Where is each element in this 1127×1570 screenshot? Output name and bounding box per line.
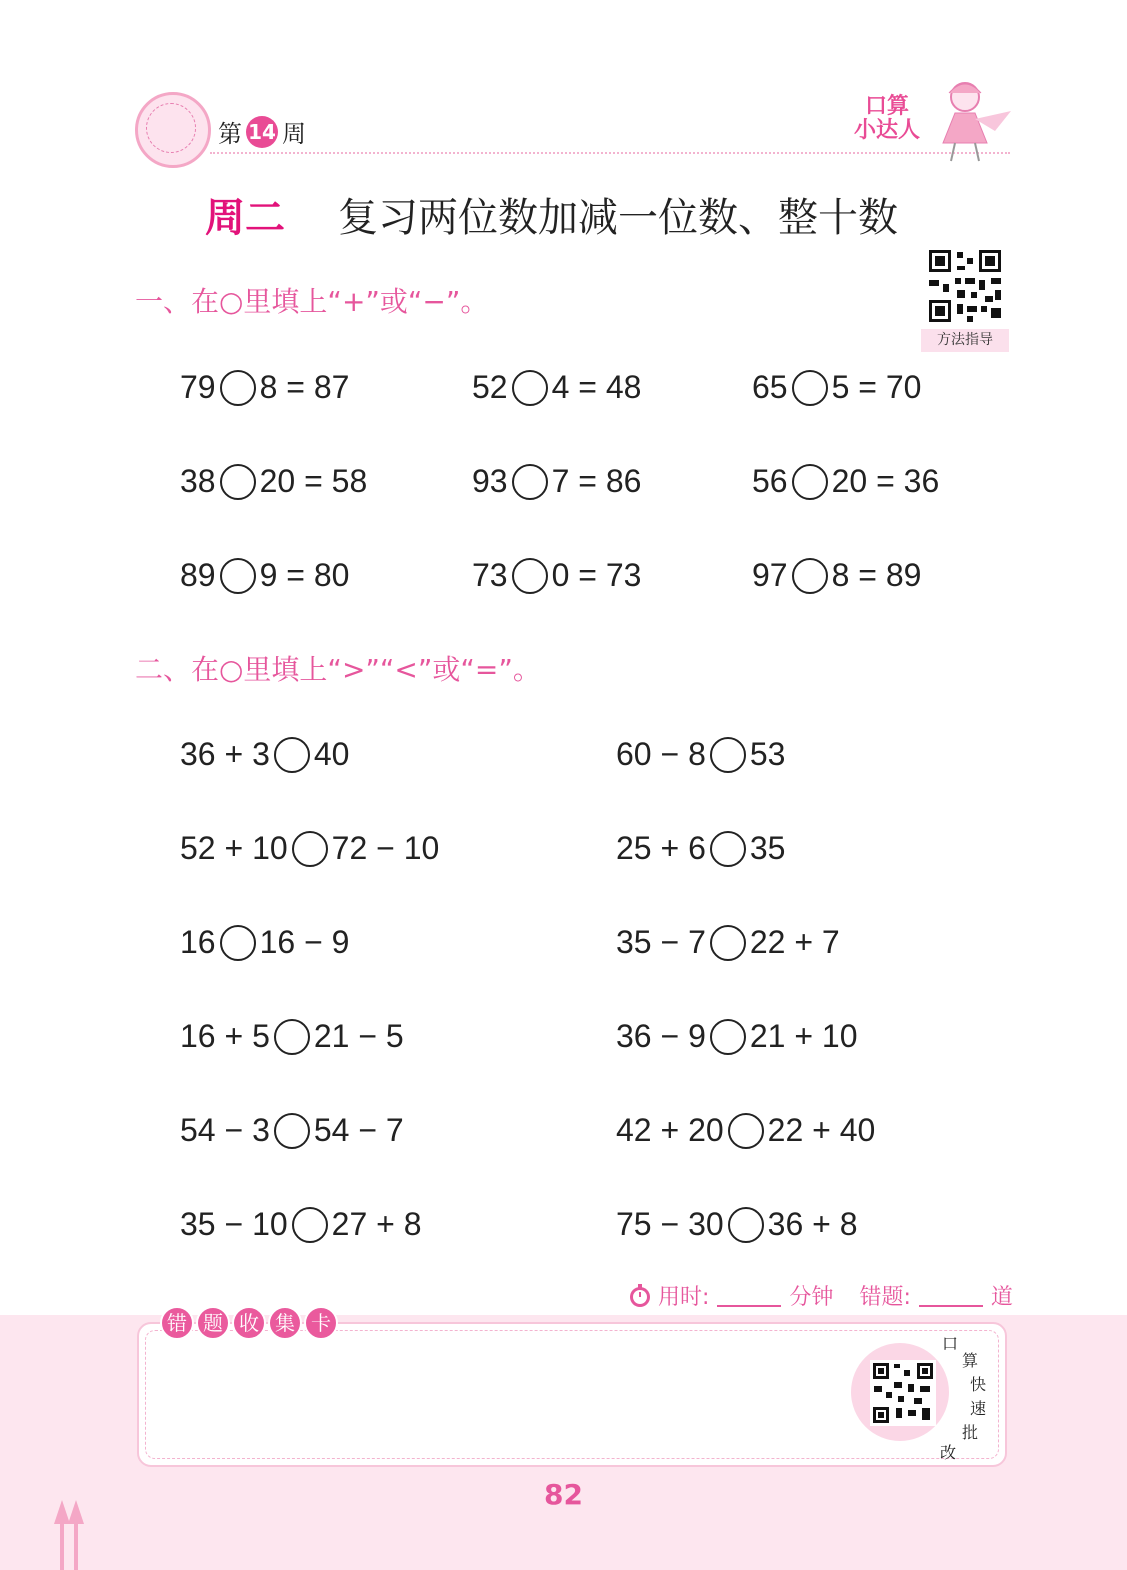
problem-right-expression: 9 = 80 [259,557,350,593]
problem-right-expression: 36 + 8 [767,1206,858,1242]
answer-circle[interactable] [274,1019,310,1055]
lesson-title: 复习两位数加减一位数、整十数 [338,195,898,241]
math-problem [472,369,641,406]
problem-left-expression: 52 + 10 [180,830,288,866]
qr-caption-char: 算 [962,1351,979,1370]
answer-circle[interactable] [728,1113,764,1149]
problem-right-expression: 21 + 10 [749,1018,858,1054]
qr-method-guide-label: 方法指导 [921,329,1009,352]
problem-left-expression: 60 − 8 [616,736,706,772]
problem-left-expression: 97 [752,557,788,593]
problem-left-expression: 75 − 30 [616,1206,724,1242]
week-indicator [218,114,306,149]
qr-caption-char: 改 [940,1443,957,1462]
answer-circle[interactable] [220,925,256,961]
stopwatch-icon [628,1284,652,1308]
problem-right-expression: 8 = 89 [831,557,922,593]
answer-circle[interactable] [512,558,548,594]
math-problem [616,1206,858,1243]
problem-right-expression: 54 − 7 [313,1112,404,1148]
error-label: 错题: [859,1285,911,1310]
time-error-record [628,1280,1013,1311]
problem-right-expression: 53 [749,736,786,772]
section-1-instruction: 一、在○里填上“+”或“−”。 [135,285,489,318]
problem-right-expression: 4 = 48 [551,369,642,405]
time-blank[interactable] [717,1285,781,1307]
qr-caption-char: 口 [942,1334,959,1353]
problem-left-expression: 25 + 6 [616,830,706,866]
math-problem [616,736,785,773]
problem-left-expression: 79 [180,369,216,405]
math-problem [472,557,641,594]
error-blank[interactable] [919,1285,983,1307]
math-problem [180,830,439,867]
day-title: 周二 [205,195,285,241]
card-label-char: 错 [160,1306,194,1340]
qr-caption-char: 批 [962,1423,979,1442]
problem-right-expression: 21 − 5 [313,1018,404,1054]
problem-right-expression: 5 = 70 [831,369,922,405]
math-problem [616,1018,858,1055]
math-problem [180,1206,422,1243]
answer-circle[interactable] [710,1019,746,1055]
answer-circle[interactable] [274,1113,310,1149]
wrong-answer-card-label [160,1306,338,1338]
publisher-seal-logo [135,92,211,168]
answer-circle[interactable] [274,737,310,773]
section-2-instruction: 二、在○里填上“>”“<”或“=”。 [135,653,541,686]
answer-circle[interactable] [792,558,828,594]
problem-right-expression: 35 [749,830,786,866]
math-problem [180,736,349,773]
time-label: 用时: [658,1285,710,1310]
problem-left-expression: 65 [752,369,788,405]
problem-left-expression: 54 − 3 [180,1112,270,1148]
problem-left-expression: 42 + 20 [616,1112,724,1148]
math-problem [752,463,939,500]
math-problem [180,1018,404,1055]
answer-circle[interactable] [792,464,828,500]
problem-right-expression: 20 = 36 [831,463,940,499]
problem-left-expression: 16 + 5 [180,1018,270,1054]
answer-circle[interactable] [792,370,828,406]
answer-circle[interactable] [292,1207,328,1243]
problem-right-expression: 0 = 73 [551,557,642,593]
problem-left-expression: 38 [180,463,216,499]
card-label-char: 卡 [304,1306,338,1340]
problem-left-expression: 56 [752,463,788,499]
brand-logo [852,95,922,145]
math-problem [180,369,349,406]
answer-circle[interactable] [220,464,256,500]
page-number: 82 [544,1478,583,1511]
answer-circle[interactable] [710,737,746,773]
problem-left-expression: 16 [180,924,216,960]
answer-circle[interactable] [512,464,548,500]
math-problem [752,369,921,406]
problem-left-expression: 36 − 9 [616,1018,706,1054]
answer-circle[interactable] [710,831,746,867]
problem-left-expression: 35 − 7 [616,924,706,960]
girl-mascot-illustration [925,75,1015,165]
math-problem [180,1112,404,1149]
math-problem [752,557,921,594]
problem-left-expression: 35 − 10 [180,1206,288,1242]
qr-code-quick-grading[interactable] [870,1360,936,1426]
math-problem [180,557,349,594]
math-problem [180,924,349,961]
week-number-badge: 14 [246,116,278,148]
problem-left-expression: 93 [472,463,508,499]
math-problem [472,463,641,500]
qr-caption-char: 速 [970,1399,987,1418]
answer-circle[interactable] [220,370,256,406]
math-problem [616,924,840,961]
problem-right-expression: 27 + 8 [331,1206,422,1242]
problem-right-expression: 7 = 86 [551,463,642,499]
answer-circle[interactable] [512,370,548,406]
week-prefix: 第 [218,120,242,148]
problem-right-expression: 16 − 9 [259,924,350,960]
brand-line-2: 小达人 [853,118,920,143]
header-divider [210,152,1010,154]
problem-right-expression: 20 = 58 [259,463,368,499]
card-label-char: 题 [196,1306,230,1340]
card-label-char: 收 [232,1306,266,1340]
math-problem [180,463,367,500]
problem-right-expression: 22 + 7 [749,924,840,960]
time-unit: 分钟 [789,1285,834,1310]
math-problem [616,830,785,867]
problem-left-expression: 52 [472,369,508,405]
problem-right-expression: 72 − 10 [331,830,440,866]
answer-circle[interactable] [710,925,746,961]
up-arrow-decoration-icon [54,1500,88,1570]
problem-right-expression: 8 = 87 [259,369,350,405]
week-suffix: 周 [282,120,306,148]
qr-caption-char: 快 [970,1375,987,1394]
problem-right-expression: 40 [313,736,350,772]
math-problem [616,1112,875,1149]
problem-left-expression: 73 [472,557,508,593]
error-unit: 道 [990,1285,1013,1310]
answer-circle[interactable] [220,558,256,594]
problem-left-expression: 89 [180,557,216,593]
card-label-char: 集 [268,1306,302,1340]
problem-right-expression: 22 + 40 [767,1112,876,1148]
answer-circle[interactable] [292,831,328,867]
answer-circle[interactable] [728,1207,764,1243]
brand-line-1: 口算 [864,94,909,119]
problem-left-expression: 36 + 3 [180,736,270,772]
